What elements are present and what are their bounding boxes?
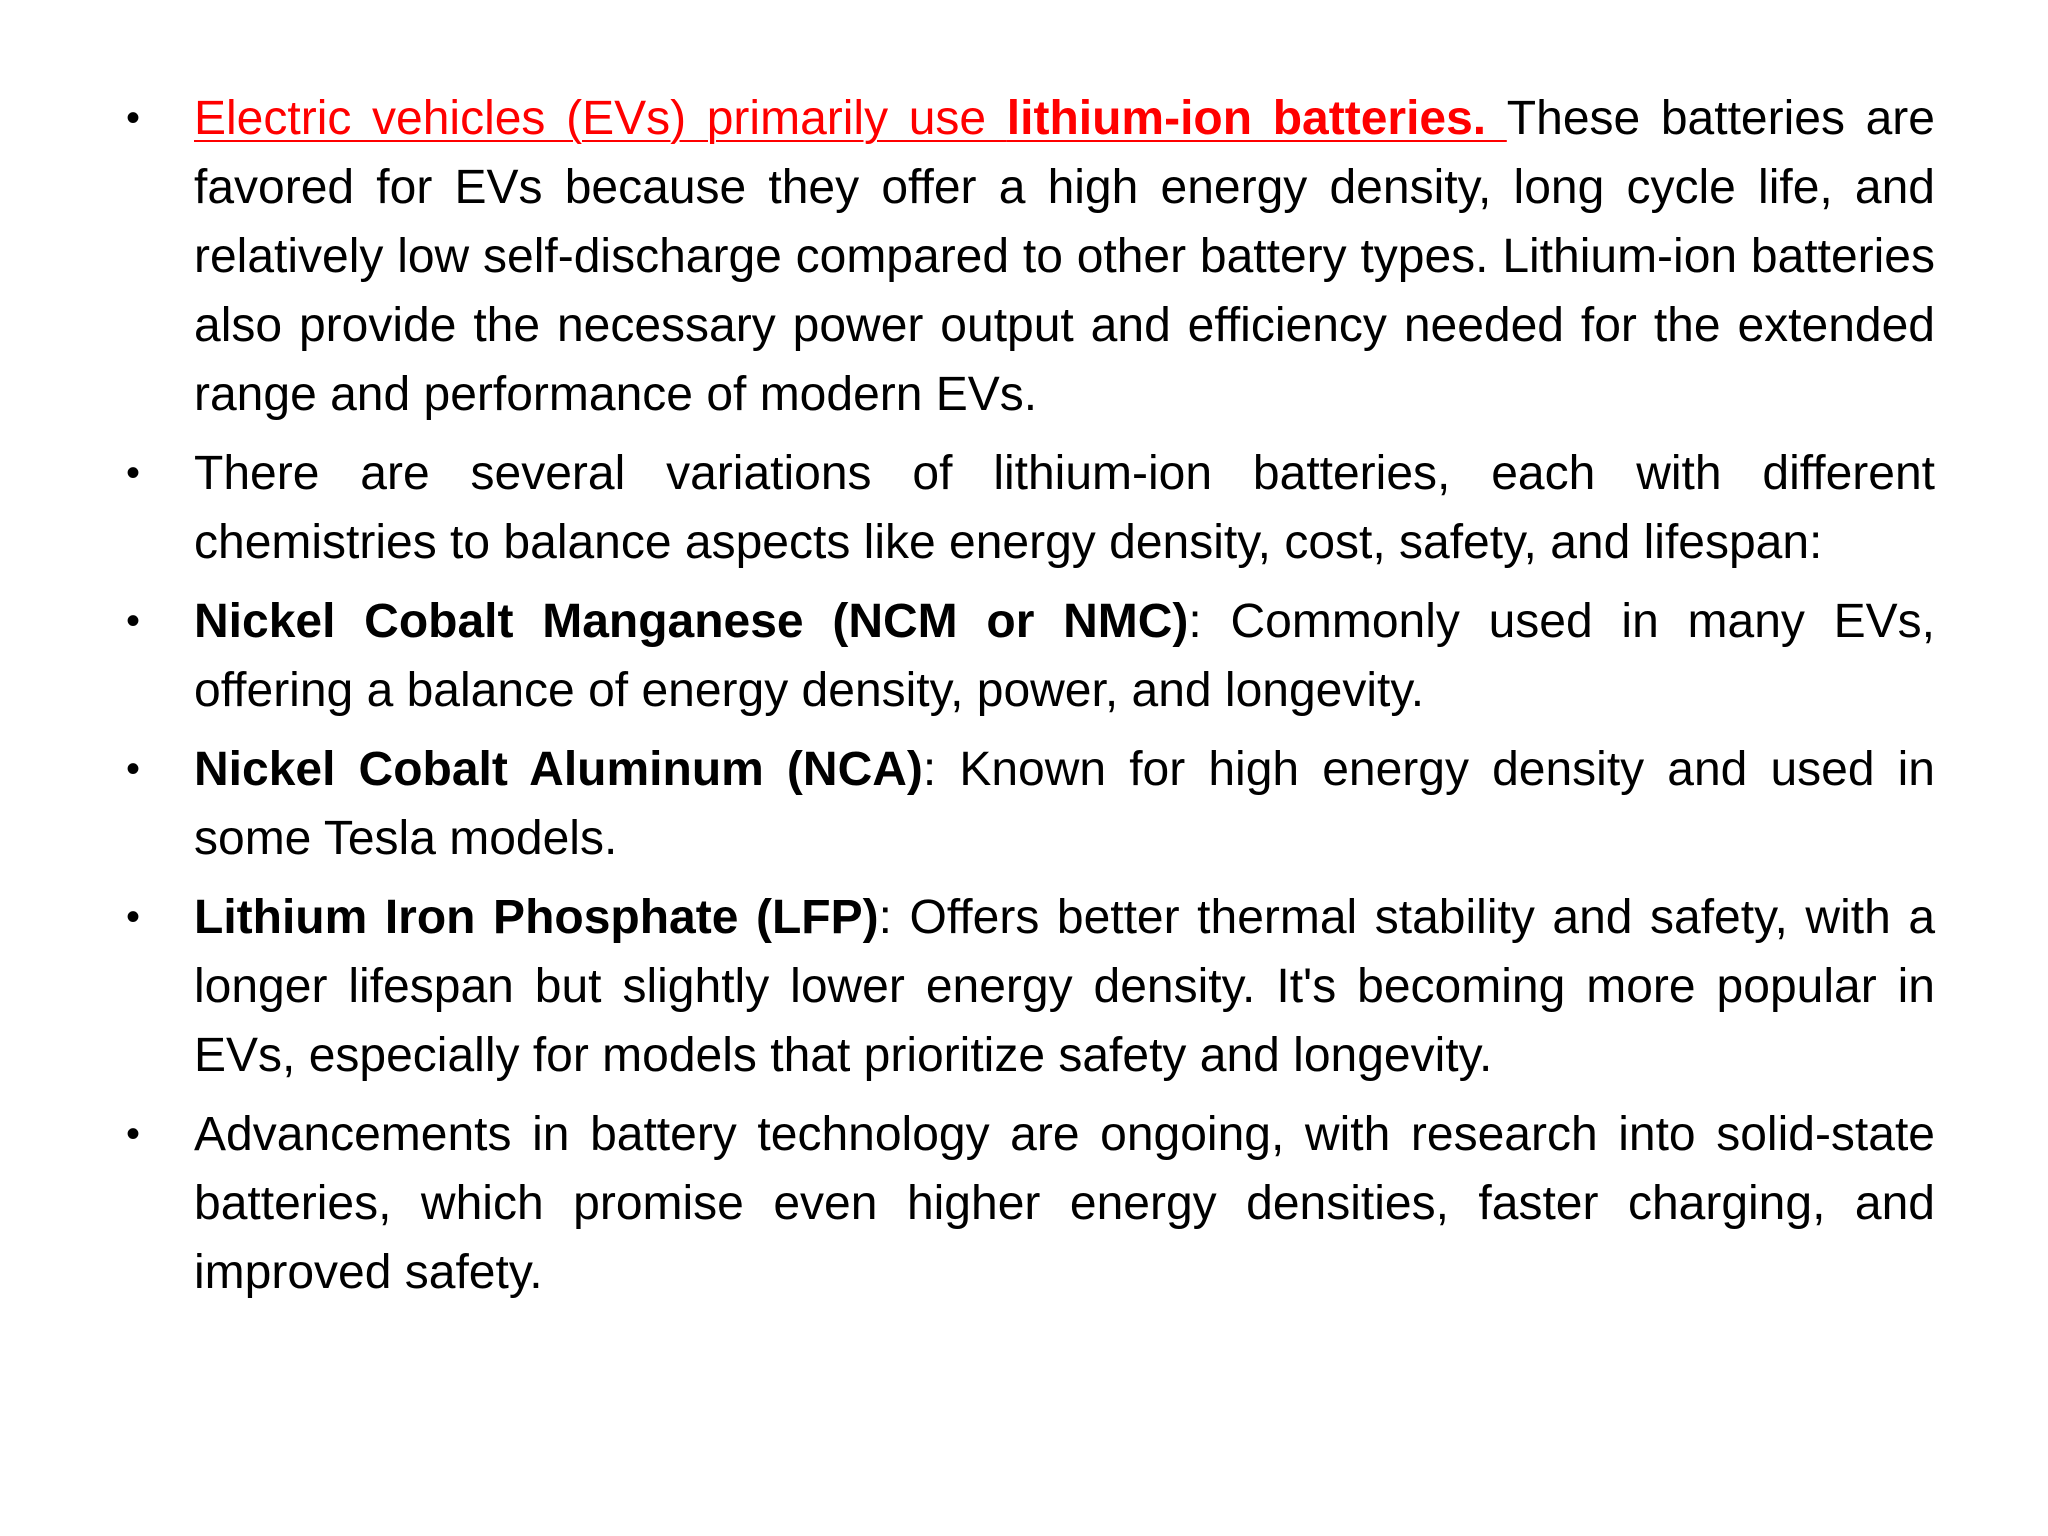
bullet-dot-icon: • [126, 451, 141, 495]
bullet-item-advancements [120, 1100, 1935, 1307]
bullet-item-lfp [120, 883, 1935, 1090]
bullet-bold-term: Lithium Iron Phosphate (LFP) [194, 891, 879, 944]
bullet-body-text: : Known for high energy density and used in some Tesla models. [194, 743, 1936, 865]
bullet-list [120, 84, 1935, 1317]
bullet-item-variations [120, 439, 1935, 577]
bullet-dot-icon: • [126, 895, 141, 939]
highlight-text: Electric vehicles (EVs) primarily use [194, 92, 1007, 145]
bullet-body-text: Advancements in battery technology are ongoing, with research into solid-state batteries, which promise even higher energy densities, faster charging, and improved safety. [194, 1108, 1935, 1299]
highlight-bold-text: lithium-ion batteries. [1006, 92, 1507, 145]
bullet-dot-icon: • [126, 1112, 141, 1156]
bullet-item-ncm [120, 587, 1935, 725]
bullet-dot-icon: • [126, 599, 141, 643]
bullet-body-text: : Offers better thermal stability and safety, with a longer lifespan but slightly lower energy density. It's becoming more popular in EVs, especially for models that prioritize safety and longevity. [194, 891, 1936, 1082]
bullet-body-text: : Commonly used in many EVs, offering a balance of energy density, power, and longevity. [194, 595, 1935, 717]
bullet-item-ev-batteries [120, 84, 1935, 429]
bullet-body-text: There are several variations of lithium-ion batteries, each with different chemistries to balance aspects like energy density, cost, safety, and lifespan: [194, 447, 1935, 569]
bullet-bold-term: Nickel Cobalt Aluminum (NCA) [194, 743, 923, 796]
bullet-body-text: These batteries are favored for EVs because they offer a high energy density, long cycle life, and relatively low self-discharge compared to other battery types. Lithium-ion batteries also provide the necessary power output and efficiency needed for the extended range and performance of modern EVs. [194, 92, 1935, 421]
bullet-bold-term: Nickel Cobalt Manganese (NCM or NMC) [194, 595, 1189, 648]
bullet-dot-icon: • [126, 747, 141, 791]
bullet-dot-icon: • [126, 96, 141, 140]
bullet-item-nca [120, 735, 1935, 873]
